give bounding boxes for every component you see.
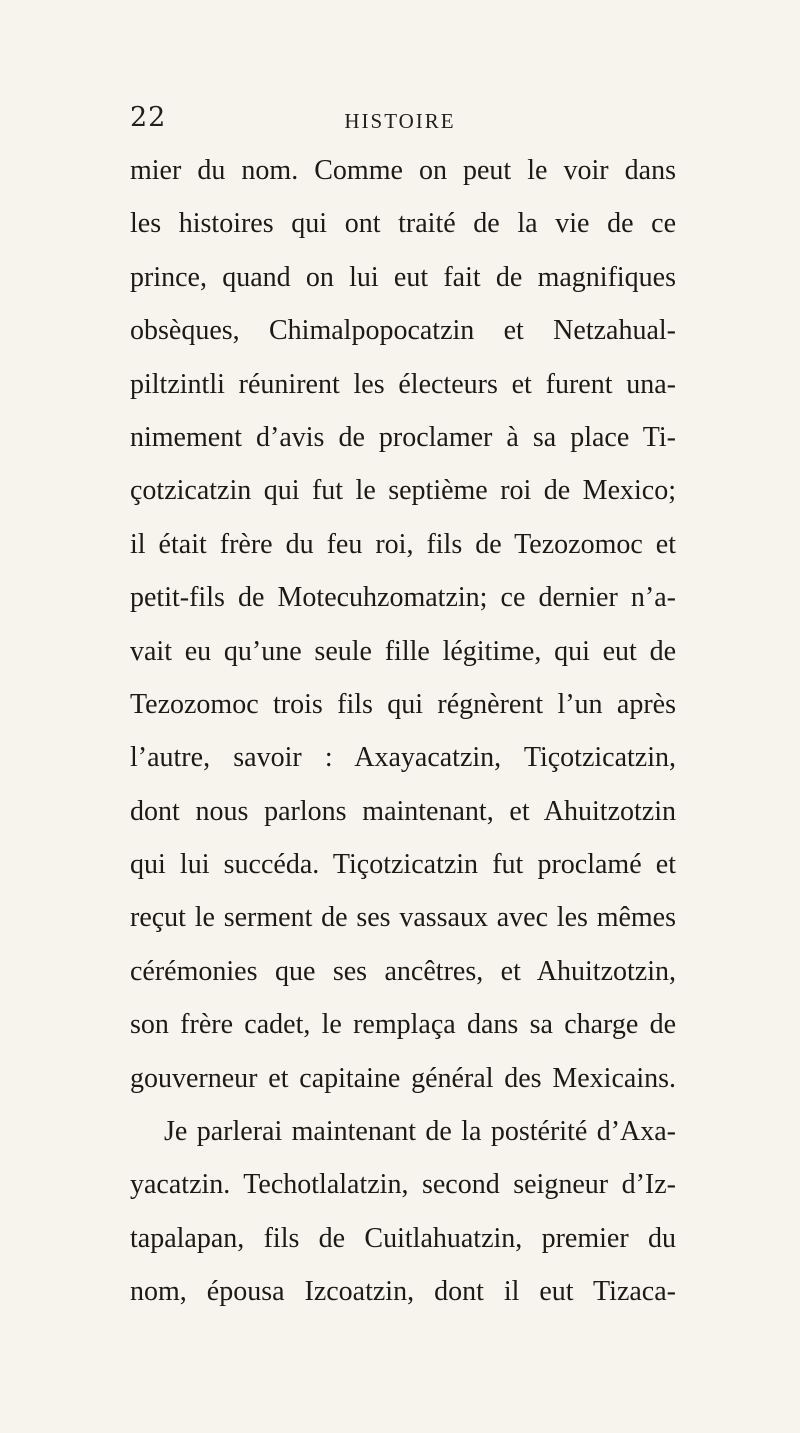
- text-line: reçut le serment de ses vassaux avec les mêmes: [130, 902, 676, 934]
- text-line: obsèques, Chimalpopocatzin et Netzahual-: [130, 315, 676, 347]
- text-line: tapalapan, fils de Cuitlahuatzin, premier du: [130, 1222, 676, 1254]
- text-line: mier du nom. Comme on peut le voir dans: [130, 155, 676, 186]
- text-line: petit-fils de Motecuhzomatzin; ce dernier n’a-: [130, 582, 676, 614]
- text-line: vait eu qu’une seule fille légitime, qui eut de: [130, 635, 676, 667]
- text-line: dont nous parlons maintenant, et Ahuitzotzin: [130, 795, 676, 827]
- text-line: qui lui succéda. Tiçotzicatzin fut proclamé et: [130, 849, 676, 881]
- page-number: 22: [130, 102, 167, 133]
- text-line: son frère cadet, le remplaça dans sa charge de: [130, 1009, 676, 1041]
- text-line: piltzintli réunirent les électeurs et furent una-: [130, 368, 676, 400]
- running-head: HISTOIRE: [344, 109, 456, 133]
- text-line: yacatzin. Techotlalatzin, second seigneur d’Iz-: [130, 1169, 676, 1201]
- text-line: nom, épousa Izcoatzin, dont il eut Tizaca-: [130, 1276, 676, 1308]
- text-line: il était frère du feu roi, fils de Tezozomoc et: [130, 528, 676, 560]
- text-line: nimement d’avis de proclamer à sa place Ti-: [130, 421, 676, 453]
- text-line: gouverneur et capitaine général des Mexicains.: [130, 1062, 676, 1094]
- text-line: cérémonies que ses ancêtres, et Ahuitzotzin,: [130, 955, 676, 987]
- text-line: l’autre, savoir : Axayacatzin, Tiçotzicatzin,: [130, 742, 676, 774]
- text-line: Tezozomoc trois fils qui régnèrent l’un après: [130, 688, 676, 720]
- text-line: prince, quand on lui eut fait de magnifiques: [130, 261, 676, 293]
- text-line: Je parlerai maintenant de la postérité d’Axa-: [164, 1116, 676, 1148]
- text-line: les histoires qui ont traité de la vie de ce: [130, 208, 676, 240]
- page-header: [0, 101, 800, 141]
- body-text: [130, 144, 676, 1319]
- text-line: çotzicatzin qui fut le septième roi de Mexico;: [130, 475, 676, 507]
